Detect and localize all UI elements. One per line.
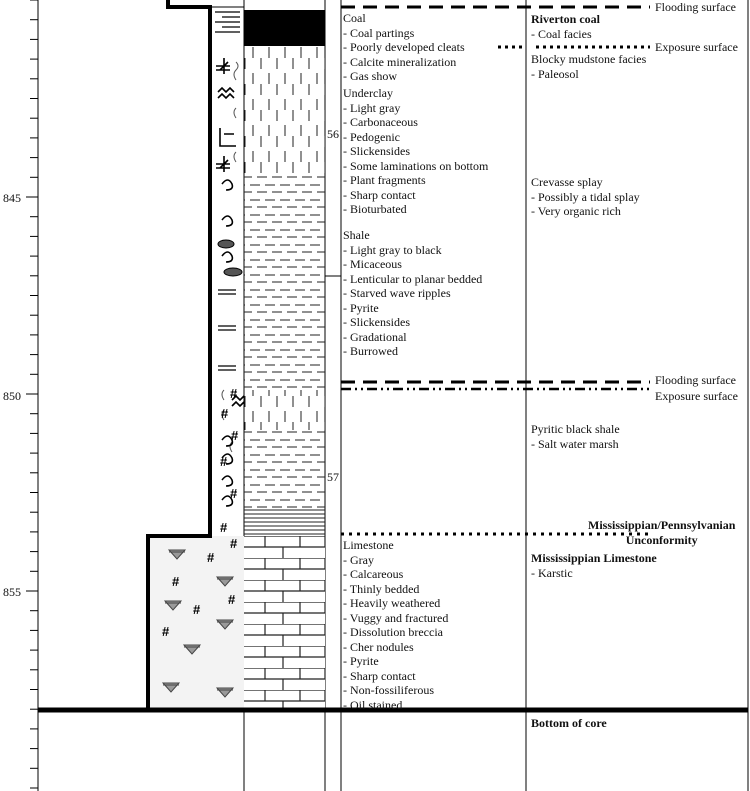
description-item: - Sharp contact — [343, 668, 416, 683]
interpretation-pyritic — [531, 422, 620, 451]
description-item: - Slickensides — [343, 315, 410, 329]
interpretation-item: - Paleosol — [531, 66, 579, 81]
exposure-surface-label-mid: Exposure surface — [655, 389, 738, 403]
interpretation-crevasse — [531, 175, 640, 219]
grain-size-profile — [148, 0, 244, 708]
interpretation-title: Pyritic black shale — [531, 422, 620, 436]
description-item: - Pyrite — [343, 300, 379, 315]
description-item: - Light gray — [343, 100, 401, 115]
description-item: - Cher nodules — [343, 639, 414, 654]
description-item: - Starved wave ripples — [343, 286, 451, 300]
description-item: - Oil stained — [343, 697, 403, 712]
interpretation-title: Mississippian Limestone — [531, 551, 657, 565]
description-underclay — [343, 86, 488, 217]
description-item: - Calcareous — [343, 567, 404, 581]
coal-bed — [244, 10, 325, 46]
depth-label-845: 845 — [3, 191, 21, 205]
description-item: - Non-fossiliferous — [343, 683, 434, 697]
description-head: Shale — [343, 228, 370, 242]
interpretation-item: - Karstic — [531, 565, 573, 580]
depth-ticks — [26, 0, 38, 788]
description-head: Underclay — [343, 86, 393, 100]
description-item: - Vuggy and fractured — [343, 610, 449, 625]
interpretation-title: Riverton coal — [531, 12, 600, 26]
nodule-icons — [218, 240, 242, 276]
description-item: - Lenticular to planar bedded — [343, 271, 483, 286]
exposure-surface-label-top: Exposure surface — [655, 40, 738, 54]
description-item: - Sharp contact — [343, 187, 416, 202]
interpretation-item: - Very organic rich — [531, 204, 621, 218]
description-item: - Thinly bedded — [343, 581, 420, 596]
interpretation-title: Mississippian/Pennsylvanian — [588, 518, 736, 532]
svg-text:#: # — [162, 624, 170, 639]
interpretation-unconformity — [588, 518, 735, 547]
shale-bed-lower — [244, 430, 325, 508]
description-item: - Bioturbated — [343, 202, 407, 216]
description-item: - Gray — [343, 552, 374, 567]
description-item: - Burrowed — [343, 344, 398, 358]
svg-text:#: # — [207, 550, 215, 565]
description-item: - Plant fragments — [343, 173, 426, 187]
description-item: - Some laminations on bottom — [343, 158, 489, 173]
description-item: - Slickensides — [343, 144, 410, 158]
interpretation-riverton — [531, 12, 600, 41]
interpretation-bottom-of-core: Bottom of core — [531, 716, 607, 730]
svg-text:#: # — [172, 574, 180, 589]
description-item: - Coal partings — [343, 25, 415, 40]
description-item: - Poorly developed cleats — [343, 40, 465, 54]
depth-label-850: 850 — [3, 389, 21, 403]
description-head: Limestone — [343, 538, 394, 552]
description-item: - Light gray to black — [343, 242, 442, 257]
svg-text:#: # — [221, 406, 229, 421]
interpretation-item: - Salt water marsh — [531, 436, 619, 451]
sample-number-57: 57 — [327, 470, 339, 484]
description-item: - Heavily weathered — [343, 596, 441, 610]
description-coal — [343, 11, 465, 84]
flooding-surface-label-mid: Flooding surface — [655, 373, 736, 387]
svg-text:#: # — [231, 428, 239, 443]
shale-bed-upper — [244, 176, 325, 390]
coal-laminae-icons — [215, 12, 240, 32]
svg-text:#: # — [230, 536, 238, 551]
description-item: - Carbonaceous — [343, 115, 418, 129]
svg-text:#: # — [220, 520, 228, 535]
interpretation-item: Unconformity — [625, 532, 698, 547]
interpretation-item: - Coal facies — [531, 26, 592, 41]
description-item: - Dissolution breccia — [343, 625, 443, 639]
description-item: - Micaceous — [343, 257, 402, 271]
description-item: - Pyrite — [343, 654, 379, 668]
interpretation-mississippian — [531, 551, 657, 580]
description-item: - Gradational — [343, 329, 407, 344]
interpretation-blocky — [531, 52, 646, 81]
interpretation-item: - Possibly a tidal splay — [531, 189, 640, 204]
underclay-bed-lower — [244, 390, 325, 430]
lamination-icons — [218, 290, 236, 370]
interpretation-title: Blocky mudstone facies — [531, 52, 647, 66]
svg-text:#: # — [228, 592, 236, 607]
svg-text:#: # — [220, 454, 228, 469]
description-item: - Calcite mineralization — [343, 54, 457, 69]
description-shale — [343, 228, 482, 359]
slickenside-icons — [216, 58, 236, 262]
svg-text:#: # — [230, 486, 238, 501]
sample-number-56: 56 — [327, 127, 339, 141]
depth-label-855: 855 — [3, 585, 21, 599]
description-item: - Gas show — [343, 69, 397, 83]
interpretation-title: Crevasse splay — [531, 175, 603, 189]
svg-text:#: # — [193, 602, 201, 617]
underclay-bed — [244, 46, 325, 176]
description-head: Coal — [343, 11, 366, 25]
limestone-bed — [244, 536, 325, 708]
svg-text:#: # — [230, 386, 238, 401]
description-item: - Pedogenic — [343, 129, 400, 144]
laminated-bed — [244, 510, 325, 534]
lithology-column — [244, 10, 341, 708]
flooding-surface-label-top: Flooding surface — [655, 0, 736, 14]
description-limestone — [343, 538, 448, 712]
